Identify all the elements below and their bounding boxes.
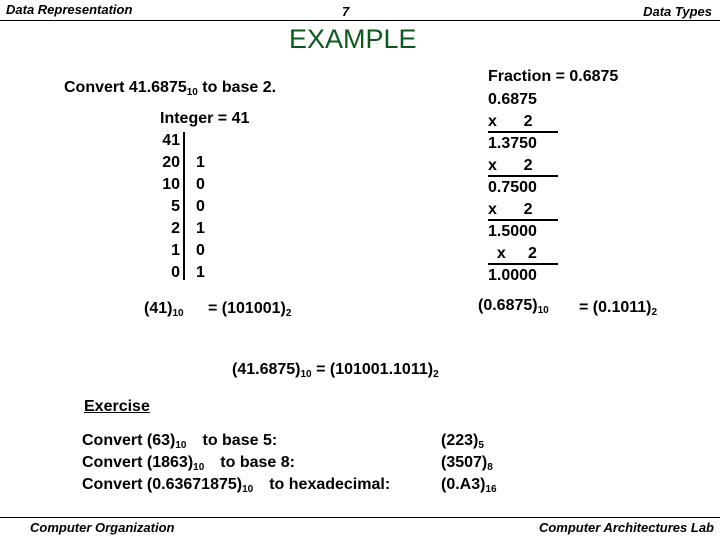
combined-rhs-sub: 2: [433, 369, 439, 380]
frac-lhs-sub: 10: [537, 305, 549, 316]
division-bar: [183, 132, 185, 280]
quotient: 41: [162, 132, 180, 149]
page-number: 7: [342, 4, 350, 19]
answer-text: (223): [441, 432, 479, 449]
quotient: 0: [171, 264, 180, 281]
result-lhs-text: (41): [144, 300, 173, 317]
quotient: 20: [162, 154, 180, 171]
result-rhs-text: = (101001): [208, 300, 286, 317]
result-lhs-sub: 10: [172, 308, 184, 319]
exercise-suffix: to hexadecimal:: [269, 476, 391, 493]
remainder-column: [196, 130, 216, 284]
multiply-step: x 2: [488, 111, 558, 133]
answer-text: (0.A3): [441, 476, 486, 493]
answer-sub: 5: [478, 440, 484, 451]
exercise-sub: 10: [193, 462, 205, 473]
exercise-answer-2: [441, 454, 493, 472]
frac-rhs-sub: 2: [651, 307, 658, 318]
exercise-prefix: Convert (1863): [82, 454, 194, 471]
prompt-text: Convert 41.6875: [64, 79, 187, 96]
exercise-heading: Exercise: [84, 398, 150, 415]
remainder: 0: [196, 242, 205, 259]
fraction-step: 1.3750: [488, 135, 537, 152]
multiply-step: x 2: [488, 199, 558, 221]
remainder: 0: [196, 198, 205, 215]
combined-result: [232, 361, 439, 379]
answer-sub: 16: [485, 484, 497, 495]
multiply-step: x 2: [488, 155, 558, 177]
quotient: 10: [162, 176, 180, 193]
remainder: 1: [196, 154, 205, 171]
exercise-answer-1: [441, 432, 484, 450]
footer-divider: [0, 517, 720, 518]
fraction-step: 0.7500: [488, 179, 537, 196]
exercise-suffix: to base 8:: [220, 454, 295, 471]
exercise-prefix: Convert (0.63671875): [82, 476, 243, 493]
remainder: 1: [196, 264, 205, 281]
fraction-steps: [488, 89, 558, 287]
exercise-prefix: Convert (63): [82, 432, 176, 449]
result-rhs-sub: 2: [285, 308, 292, 319]
exercise-sub: 10: [242, 484, 254, 495]
integer-prompt: [64, 79, 276, 97]
exercise-item-3: [82, 476, 390, 494]
quotient: 5: [171, 198, 180, 215]
answer-sub: 8: [487, 462, 493, 473]
answer-text: (3507): [441, 454, 488, 471]
header-divider: [0, 20, 720, 21]
footer-right: Computer Architectures Lab: [538, 520, 714, 535]
exercise-sub: 10: [175, 440, 187, 451]
fraction-step: 0.6875: [488, 91, 537, 108]
combined-rhs: = (101001.1011): [311, 361, 434, 378]
remainder: [196, 130, 216, 152]
footer-left: Computer Organization: [30, 520, 175, 535]
quotient-column: [150, 130, 180, 284]
fraction-result-rhs: [579, 299, 657, 317]
exercise-item-2: [82, 454, 295, 472]
remainder: 0: [196, 176, 205, 193]
quotient: 1: [171, 242, 180, 259]
header-right: Data Types: [643, 4, 712, 19]
exercise-item-1: [82, 432, 277, 450]
exercise-suffix: to base 5:: [202, 432, 278, 449]
fraction-label: Fraction = 0.6875: [488, 68, 619, 85]
integer-result-rhs: [208, 300, 291, 318]
remainder: 1: [196, 220, 205, 237]
prompt-suffix: to base 2.: [197, 79, 277, 96]
multiply-step: x 2: [488, 243, 558, 265]
integer-result-lhs: [144, 300, 184, 318]
quotient: 2: [171, 220, 180, 237]
page-title: EXAMPLE: [289, 24, 417, 54]
frac-rhs-text: = (0.1011): [579, 299, 652, 316]
frac-lhs-text: (0.6875): [478, 297, 538, 314]
fraction-step: 1.5000: [488, 223, 537, 240]
prompt-sub: 10: [186, 87, 198, 98]
integer-label: Integer = 41: [160, 110, 250, 127]
exercise-answer-3: [441, 476, 497, 494]
combined-lhs: (41.6875): [232, 361, 301, 378]
header-left: Data Representation: [6, 2, 133, 17]
fraction-result-lhs: [478, 297, 549, 315]
combined-lhs-sub: 10: [300, 369, 312, 380]
fraction-step: 1.0000: [488, 267, 537, 284]
